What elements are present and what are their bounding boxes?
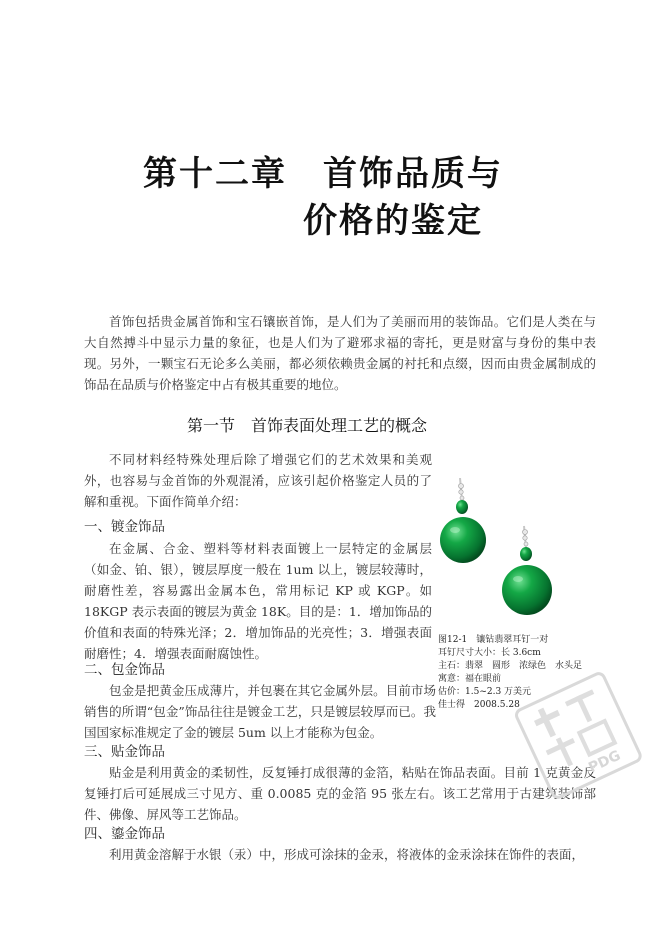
chapter-title-line2: 价格的鉴定 — [303, 201, 483, 241]
section-lead-paragraph: 不同材料经特殊处理后除了增强它们的艺术效果和美观外，也容易与金首饰的外观混淆，应该引起价格鉴定人员的了解和重视。下面作简单介绍： — [84, 452, 432, 509]
wrapped-gold-paragraph: 包金是把黄金压成薄片，并包裹在其它金属外层。目前市场销售的所谓“包金”饰品往往是镀金工艺，只是镀层较厚而已。我国国家标准规定了金的镀层 5um 以上才能称为包金。 — [84, 683, 436, 740]
subsection-title-gilding: 四、鎏金饰品 — [84, 826, 165, 842]
jade-earrings-photo — [438, 478, 568, 628]
caption-line: 寓意：福在眼前 — [438, 674, 502, 684]
plating-paragraph: 在金属、合金、塑料等材料表面镀上一层特定的金属层（如金、铂、银），镀层厚度一般在 1um 以上，镀层较薄时，耐磨性差，容易露出金属本色，常用标记 KP 或 KGP。如 18KGP 表示表面的镀层为黄金 18K。目的是：1．增加饰品的价值和表面的特殊光泽；2．增加饰品的光亮性；3．增强表面耐磨性；4．增强表面耐腐蚀性。 — [84, 541, 432, 661]
section-title: 第一节 首饰表面处理工艺的概念 — [187, 416, 428, 435]
subsection-title-gold-leaf: 三、贴金饰品 — [84, 744, 165, 760]
caption-line: 佳士得 2008.5.28 — [438, 700, 520, 710]
watermark-text: PDG — [586, 747, 624, 777]
gilding-paragraph: 利用黄金溶解于水银（汞）中，形成可涂抹的金汞，将液体的金汞涂抹在饰件的表面， — [109, 847, 585, 862]
chapter-title-line1: 第十二章 首饰品质与 — [143, 154, 503, 194]
watermark-stamp — [512, 670, 642, 800]
subsection-title-plating: 一、镀金饰品 — [84, 519, 165, 535]
subsection-title-wrapped-gold: 二、包金饰品 — [84, 662, 165, 678]
intro-paragraph: 首饰包括贵金属首饰和宝石镶嵌首饰，是人们为了美丽而用的装饰品。它们是人类在与大自然搏斗中显示力量的象征，也是人们为了避邪求福的寄托，更是财富与身份的集中表现。另外，一颗宝石无论多么美丽，都必须依赖贵金属的衬托和点缀，因而由贵金属制成的饰品在品质与价格鉴定中占有极其重要的地位。 — [84, 314, 596, 392]
caption-line: 图12-1 镶钻翡翠耳钉一对 — [438, 635, 549, 645]
caption-line: 估价：1.5~2.3 万美元 — [438, 687, 532, 697]
caption-line: 主石：翡翠 圆形 浓绿色 水头足 — [438, 661, 583, 671]
caption-line: 耳钉尺寸大小：长 3.6cm — [438, 648, 541, 658]
earring-right — [502, 526, 552, 615]
gold-leaf-paragraph: 贴金是利用黄金的柔韧性，反复锤打成很薄的金箔，粘贴在饰品表面。目前 1 克黄金反复锤打后可延展成三寸见方、重 0.0085 克的金箔 95 张左右。该工艺常用于古建筑装饰部件、佛像、屏风等工艺饰品。 — [84, 765, 596, 822]
earring-left — [440, 478, 486, 563]
